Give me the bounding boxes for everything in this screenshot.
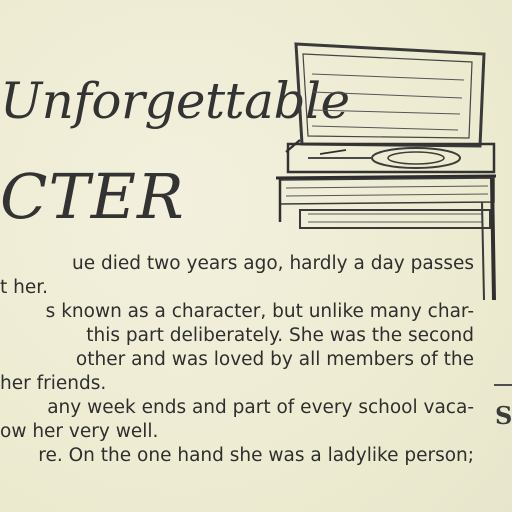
margin-rule [494,384,512,386]
margin-letter: S [495,401,512,430]
body-line: other and was loved by all members of the [75,349,474,370]
headline-line-2: CTER [0,160,185,233]
article-body [0,252,474,468]
headline-line-1: Unforgettable [0,72,350,130]
body-line: t her. [0,277,49,298]
body-line: this part deliberately. She was the second [86,325,474,346]
body-line: ue died two years ago, hardly a day passes [72,253,474,274]
body-line: her friends. [0,373,107,394]
body-line: any week ends and part of every school vaca- [47,397,474,418]
body-line: re. On the one hand she was a ladylike person; [38,445,474,466]
body-line: ow her very well. [0,421,159,442]
body-line: s known as a character, but unlike many char- [45,301,474,322]
